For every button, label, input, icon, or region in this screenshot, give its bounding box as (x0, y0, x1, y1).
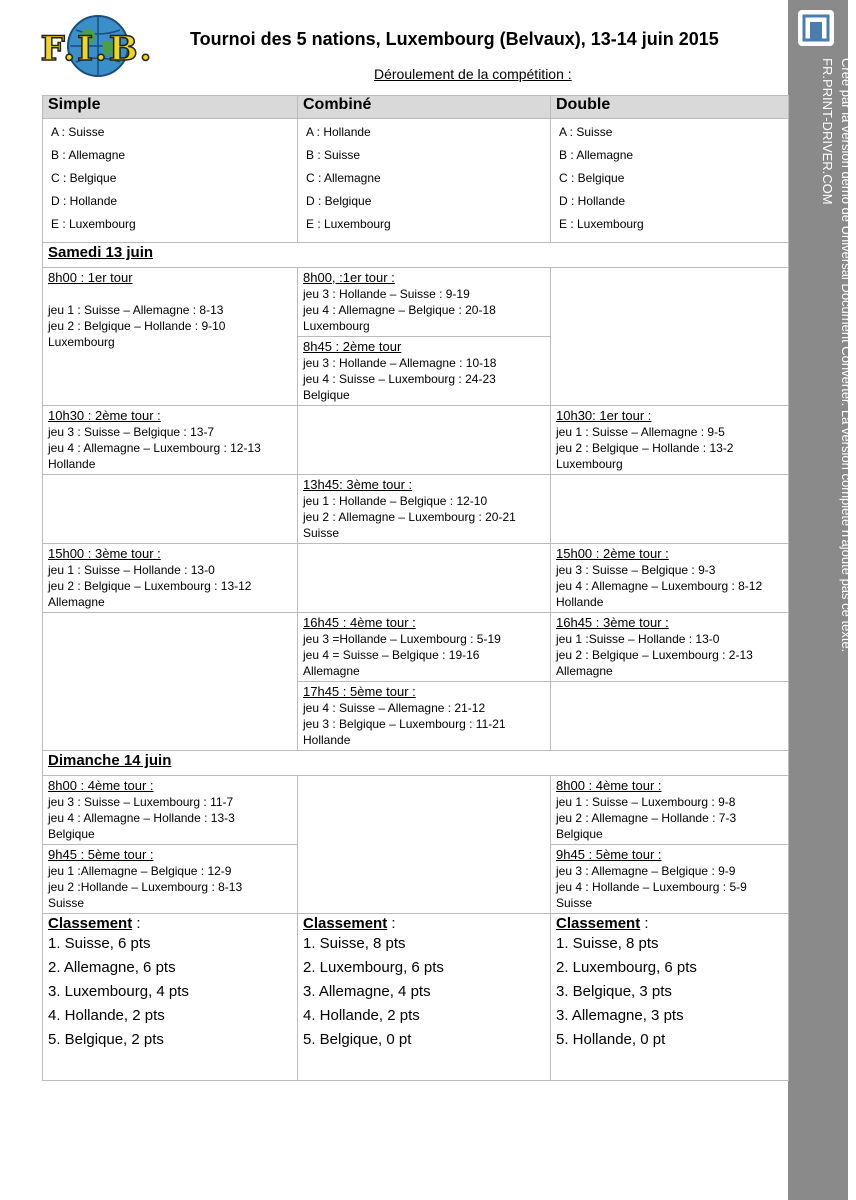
watermark-line-1: Créé par la version démo de Universal Document Converter. La version complète n'ajoute pas ce texte. (839, 58, 854, 653)
round-line: jeu 2 : Allemagne – Hollande : 7-3 (556, 811, 737, 825)
round-title: 15h00 : 3ème tour : (48, 546, 161, 561)
round-line: Belgique (303, 388, 350, 402)
round-cell (43, 544, 298, 613)
round-line: jeu 3 : Allemagne – Belgique : 9-9 (556, 864, 736, 878)
group-entry: A : Suisse (559, 125, 613, 139)
round-line: Luxembourg (556, 457, 623, 471)
converter-logo-icon (798, 10, 834, 46)
watermark-text (818, 58, 856, 652)
round-line: jeu 2 : Belgique – Luxembourg : 2-13 (556, 648, 753, 662)
day-row-sunday (43, 751, 789, 776)
round-line: jeu 2 :Hollande – Luxembourg : 8-13 (48, 880, 243, 894)
round-line: jeu 1 :Suisse – Hollande : 13-0 (556, 632, 720, 646)
groups-double (551, 119, 789, 243)
round-line: jeu 1 : Suisse – Allemagne : 8-13 (48, 303, 224, 317)
fib-logo (30, 12, 165, 80)
group-entry: A : Hollande (306, 125, 371, 139)
round-line: Belgique (48, 827, 95, 841)
ranking-entry: 3. Allemagne, 3 pts (556, 1007, 684, 1024)
round-line: jeu 4 = Suisse – Belgique : 19-16 (303, 648, 480, 662)
round-line: Luxembourg (48, 335, 115, 349)
round-line: jeu 3 : Belgique – Luxembourg : 11-21 (303, 717, 506, 731)
round-title: 17h45 : 5ème tour : (303, 684, 416, 699)
round-title: 10h30: 1er tour : (556, 408, 652, 423)
ranking-entry: 4. Hollande, 2 pts (48, 1007, 165, 1024)
round-cell (298, 475, 551, 544)
empty-cell (43, 475, 298, 544)
round-cell (298, 682, 551, 751)
ranking-entry: 3. Luxembourg, 4 pts (48, 983, 189, 1000)
schedule-row (43, 268, 789, 337)
schedule-row (43, 776, 789, 845)
round-title: 13h45: 3ème tour : (303, 477, 413, 492)
day-row-saturday (43, 243, 789, 268)
ranking-entry: 3. Belgique, 3 pts (556, 983, 672, 1000)
round-line: jeu 4 : Suisse – Allemagne : 21-12 (303, 701, 486, 715)
group-entry: B : Allemagne (559, 148, 634, 162)
empty-cell (551, 268, 789, 406)
round-line: jeu 4 : Allemagne – Luxembourg : 8-12 (556, 579, 763, 593)
round-cell (43, 268, 298, 406)
round-line: jeu 3 =Hollande – Luxembourg : 5-19 (303, 632, 501, 646)
round-line: jeu 4 : Hollande – Luxembourg : 5-9 (556, 880, 747, 894)
ranking-entry: 1. Suisse, 8 pts (556, 935, 659, 952)
group-entry: B : Suisse (306, 148, 361, 162)
page-subtitle: Déroulement de la compétition : (374, 66, 572, 82)
round-title: 15h00 : 2ème tour : (556, 546, 669, 561)
round-line: jeu 2 : Allemagne – Luxembourg : 20-21 (303, 510, 516, 524)
empty-cell (298, 776, 551, 914)
ranking-entry: 1. Suisse, 8 pts (303, 935, 406, 952)
round-line: jeu 4 : Allemagne – Hollande : 13-3 (48, 811, 235, 825)
empty-cell (551, 682, 789, 751)
round-line: Allemagne (303, 664, 360, 678)
ranking-cell-double (551, 914, 789, 1081)
round-line: Suisse (556, 896, 593, 910)
round-line: Luxembourg (303, 319, 370, 333)
group-entry: C : Allemagne (306, 171, 381, 185)
round-title: 8h00, :1er tour : (303, 270, 395, 285)
ranking-entry: 1. Suisse, 6 pts (48, 935, 151, 952)
group-entry: D : Belgique (306, 194, 372, 208)
ranking-entry: 2. Luxembourg, 6 pts (556, 959, 697, 976)
empty-cell (551, 475, 789, 544)
ranking-entry: 5. Hollande, 0 pt (556, 1031, 666, 1048)
round-title: 8h00 : 4ème tour : (48, 778, 154, 793)
round-cell (298, 337, 551, 406)
empty-cell (43, 613, 298, 751)
group-entry: C : Belgique (559, 171, 625, 185)
round-cell (298, 613, 551, 682)
round-line: jeu 2 : Belgique – Hollande : 9-10 (48, 319, 226, 333)
group-entry: E : Luxembourg (306, 217, 391, 231)
round-title: 8h00 : 4ème tour : (556, 778, 662, 793)
round-line: jeu 3 : Suisse – Belgique : 9-3 (556, 563, 716, 577)
round-cell (551, 406, 789, 475)
schedule-row (43, 613, 789, 682)
round-title: 9h45 : 5ème tour : (556, 847, 662, 862)
watermark-line-2: FR.PRINT-DRIVER.COM (820, 58, 835, 205)
round-line: jeu 3 : Suisse – Luxembourg : 11-7 (48, 795, 234, 809)
round-line: Suisse (303, 526, 340, 540)
schedule-row (43, 544, 789, 613)
group-entry: E : Luxembourg (51, 217, 136, 231)
group-entry: C : Belgique (51, 171, 117, 185)
ranking-entry: 5. Belgique, 2 pts (48, 1031, 164, 1048)
round-title: 10h30 : 2ème tour : (48, 408, 161, 423)
groups-combine (298, 119, 551, 243)
ranking-entry: 3. Allemagne, 4 pts (303, 983, 431, 1000)
round-line: jeu 4 : Allemagne – Belgique : 20-18 (303, 303, 496, 317)
round-line: jeu 1 :Allemagne – Belgique : 12-9 (48, 864, 232, 878)
ranking-title: Classement : (556, 915, 649, 932)
round-line: jeu 1 : Suisse – Allemagne : 9-5 (556, 425, 725, 439)
round-cell (551, 613, 789, 682)
ranking-cell-simple (43, 914, 298, 1081)
column-header-row (43, 96, 789, 119)
competition-table (42, 95, 789, 1081)
group-entry: A : Suisse (51, 125, 105, 139)
round-line: jeu 4 : Suisse – Luxembourg : 24-23 (303, 372, 496, 386)
round-line: Hollande (303, 733, 351, 747)
ranking-row (43, 914, 789, 1081)
round-title: 16h45 : 3ème tour : (556, 615, 669, 630)
groups-row (43, 119, 789, 243)
round-line: Hollande (48, 457, 96, 471)
round-title: 16h45 : 4ème tour : (303, 615, 416, 630)
group-entry: E : Luxembourg (559, 217, 644, 231)
round-line: jeu 1 : Hollande – Belgique : 12-10 (303, 494, 488, 508)
svg-text:F.I.B.: F.I.B. (40, 29, 154, 69)
ranking-title: Classement : (303, 915, 396, 932)
round-line: jeu 4 : Allemagne – Luxembourg : 12-13 (48, 441, 261, 455)
day-heading: Samedi 13 juin (43, 243, 789, 268)
round-line: jeu 2 : Belgique – Hollande : 13-2 (556, 441, 734, 455)
round-cell (298, 268, 551, 337)
round-title: 8h00 : 1er tour (48, 270, 133, 285)
round-cell (43, 406, 298, 475)
ranking-title: Classement : (48, 915, 141, 932)
ranking-cell-combine (298, 914, 551, 1081)
group-entry: D : Hollande (559, 194, 626, 208)
round-title: 9h45 : 5ème tour : (48, 847, 154, 862)
group-entry: D : Hollande (51, 194, 118, 208)
ranking-entry: 5. Belgique, 0 pt (303, 1031, 412, 1048)
groups-simple (43, 119, 298, 243)
round-line: jeu 1 : Suisse – Hollande : 13-0 (48, 563, 215, 577)
group-entry: B : Allemagne (51, 148, 126, 162)
ranking-entry: 2. Allemagne, 6 pts (48, 959, 176, 976)
column-header-simple: Simple (43, 96, 298, 119)
empty-cell (298, 544, 551, 613)
round-cell (551, 544, 789, 613)
round-line: jeu 1 : Suisse – Luxembourg : 9-8 (556, 795, 736, 809)
round-cell (43, 845, 298, 914)
round-line: Belgique (556, 827, 603, 841)
round-line: jeu 3 : Hollande – Allemagne : 10-18 (303, 356, 497, 370)
round-line: Allemagne (556, 664, 613, 678)
round-title: 8h45 : 2ème tour (303, 339, 402, 354)
ranking-entry: 2. Luxembourg, 6 pts (303, 959, 444, 976)
column-header-combine: Combiné (298, 96, 551, 119)
round-line: Allemagne (48, 595, 105, 609)
day-heading: Dimanche 14 juin (43, 751, 789, 776)
round-line: Suisse (48, 896, 85, 910)
round-line: jeu 2 : Belgique – Luxembourg : 13-12 (48, 579, 252, 593)
round-cell (551, 776, 789, 845)
round-cell (43, 776, 298, 845)
page-title: Tournoi des 5 nations, Luxembourg (Belvaux), 13-14 juin 2015 (190, 29, 719, 49)
schedule-row (43, 475, 789, 544)
column-header-double: Double (551, 96, 789, 119)
round-line: Hollande (556, 595, 604, 609)
schedule-row (43, 406, 789, 475)
empty-cell (298, 406, 551, 475)
round-line: jeu 3 : Hollande – Suisse : 9-19 (303, 287, 470, 301)
ranking-entry: 4. Hollande, 2 pts (303, 1007, 420, 1024)
round-line: jeu 3 : Suisse – Belgique : 13-7 (48, 425, 215, 439)
round-cell (551, 845, 789, 914)
